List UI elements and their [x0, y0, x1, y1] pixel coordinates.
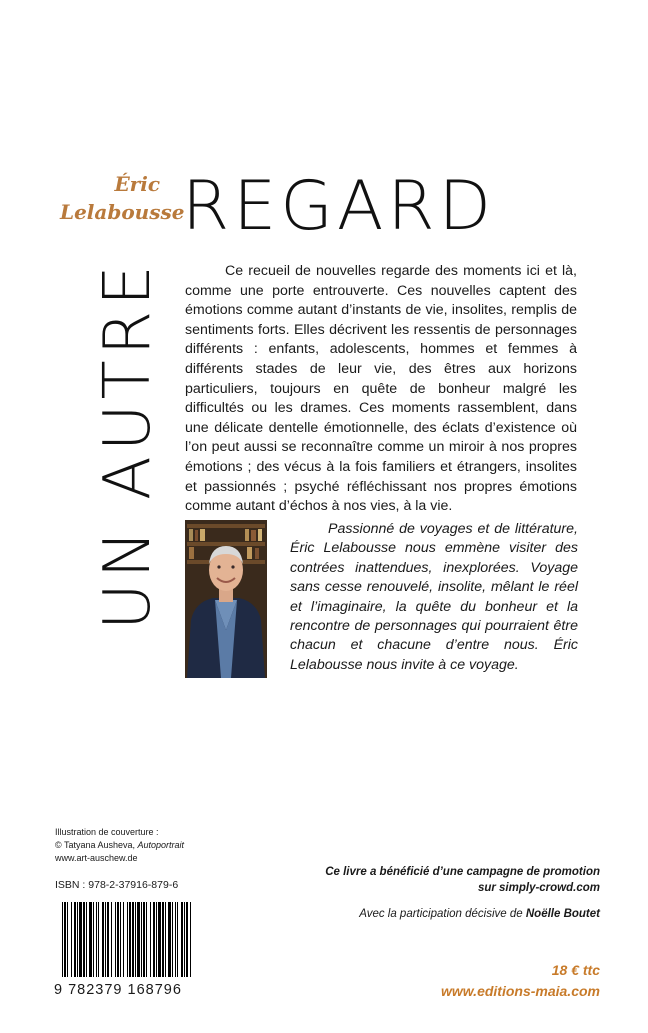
barcode-bar	[141, 902, 142, 977]
barcode-bar	[190, 902, 191, 977]
barcode-bar	[62, 902, 63, 977]
barcode-bar	[150, 902, 151, 977]
participation-prefix: Avec la participation décisive de	[359, 908, 526, 920]
barcode-bar	[117, 902, 119, 977]
barcode-bar	[175, 902, 176, 977]
barcode-bar	[71, 902, 72, 977]
credits-line-2	[55, 839, 184, 852]
barcode-bar	[93, 902, 94, 977]
barcode-bar	[168, 902, 171, 977]
barcode-bar	[83, 902, 85, 977]
credits-website: www.art-auschew.de	[55, 853, 138, 863]
barcode-bar	[77, 902, 78, 977]
barcode-bar	[115, 902, 116, 977]
promotion-line-1: Ce livre a bénéficié d’une campagne de promotion	[325, 866, 600, 878]
barcode-digits: 9 782379 168796	[54, 982, 182, 998]
barcode-bar	[105, 902, 106, 977]
author-first-name: Éric	[114, 172, 160, 196]
credits-artist: © Tatyana Ausheva,	[55, 840, 138, 850]
credits-work: Autoportrait	[137, 840, 185, 850]
credits-line-1: Illustration de couverture :	[55, 827, 159, 837]
promotion-line-2: sur simply-crowd.com	[477, 882, 600, 894]
author-bio: Passionné de voyages et de littérature, Éric Lelabousse nous emmène visiter des contrées inattendues, inexplorées. Voyage sans cesse renouvelé, insolite, mêlant le réel et l’imaginaire, la quête du bonheur et la rencontre de personnages qui pourraient être chacun et chacune d’entre nous. Éric Lelabousse nous invite à ce voyage.	[290, 521, 578, 673]
isbn: ISBN : 978-2-37916-879-6	[55, 879, 179, 891]
barcode-bar	[127, 902, 128, 977]
barcode-bar	[74, 902, 76, 977]
barcode-bar	[181, 902, 183, 977]
barcode-bar	[135, 902, 136, 977]
barcode-bar	[86, 902, 87, 977]
barcode-bar	[89, 902, 92, 977]
participation-note	[280, 908, 600, 920]
barcode-bar	[64, 902, 66, 977]
barcode-bar	[165, 902, 166, 977]
barcode-bar	[111, 902, 112, 977]
book-title-main: REGARD	[182, 167, 496, 246]
barcode-bar	[184, 902, 185, 977]
barcode-bar	[107, 902, 109, 977]
barcode-bar	[172, 902, 173, 977]
author-name	[60, 170, 185, 226]
barcode-bar	[162, 902, 164, 977]
barcode-bar	[120, 902, 121, 977]
barcode-bar	[132, 902, 134, 977]
barcode-bar	[98, 902, 99, 977]
book-summary: Ce recueil de nouvelles regarde des moments ici et là, comme une porte entrouverte. Ces nouvelles captent des émotions comme autant d’instants de vie, insolites, remplis de sentiments forts. Elles décrivent les ressentis de personnages différents : enfants, adolescents, hommes et femmes à différents stades de leur vie, des êtres aux horizons particuliers, toujours en quête de bonheur malgré les difficultés ou les drames. Ces moments rassemblent, dans une délicate dentelle émotionnelle, des éclats d’existence où l’on peut aussi se reconnaître comme un miroir à nos propres émotions ; des vécus à la fois familiers et étrangers, insolites et passionnés ; psyché réfléchissant nos propres émotions comme autant d’échos à nos vies, à la vie.	[185, 263, 577, 515]
barcode-bar	[96, 902, 97, 977]
participation-name: Noëlle Boutet	[525, 908, 600, 920]
barcode-bar	[129, 902, 131, 977]
barcode-bar	[177, 902, 178, 977]
barcode-bar	[153, 902, 155, 977]
cover-credits	[55, 826, 184, 865]
promotion-note	[300, 864, 600, 896]
book-title-vertical: UN AUTRE	[91, 260, 165, 630]
publisher-website: www.editions-maia.com	[441, 983, 600, 999]
price: 18 € ttc	[551, 962, 600, 978]
barcode-bar	[156, 902, 157, 977]
barcode	[62, 902, 192, 977]
barcode-bar	[186, 902, 188, 977]
author-photo	[185, 520, 267, 678]
barcode-bar	[143, 902, 145, 977]
barcode-bar	[146, 902, 147, 977]
author-last-name: Lelabousse	[60, 200, 185, 224]
barcode-bar	[102, 902, 104, 977]
barcode-bar	[158, 902, 161, 977]
barcode-bar	[67, 902, 68, 977]
barcode-bar	[137, 902, 140, 977]
barcode-bar	[79, 902, 82, 977]
barcode-bar	[123, 902, 124, 977]
